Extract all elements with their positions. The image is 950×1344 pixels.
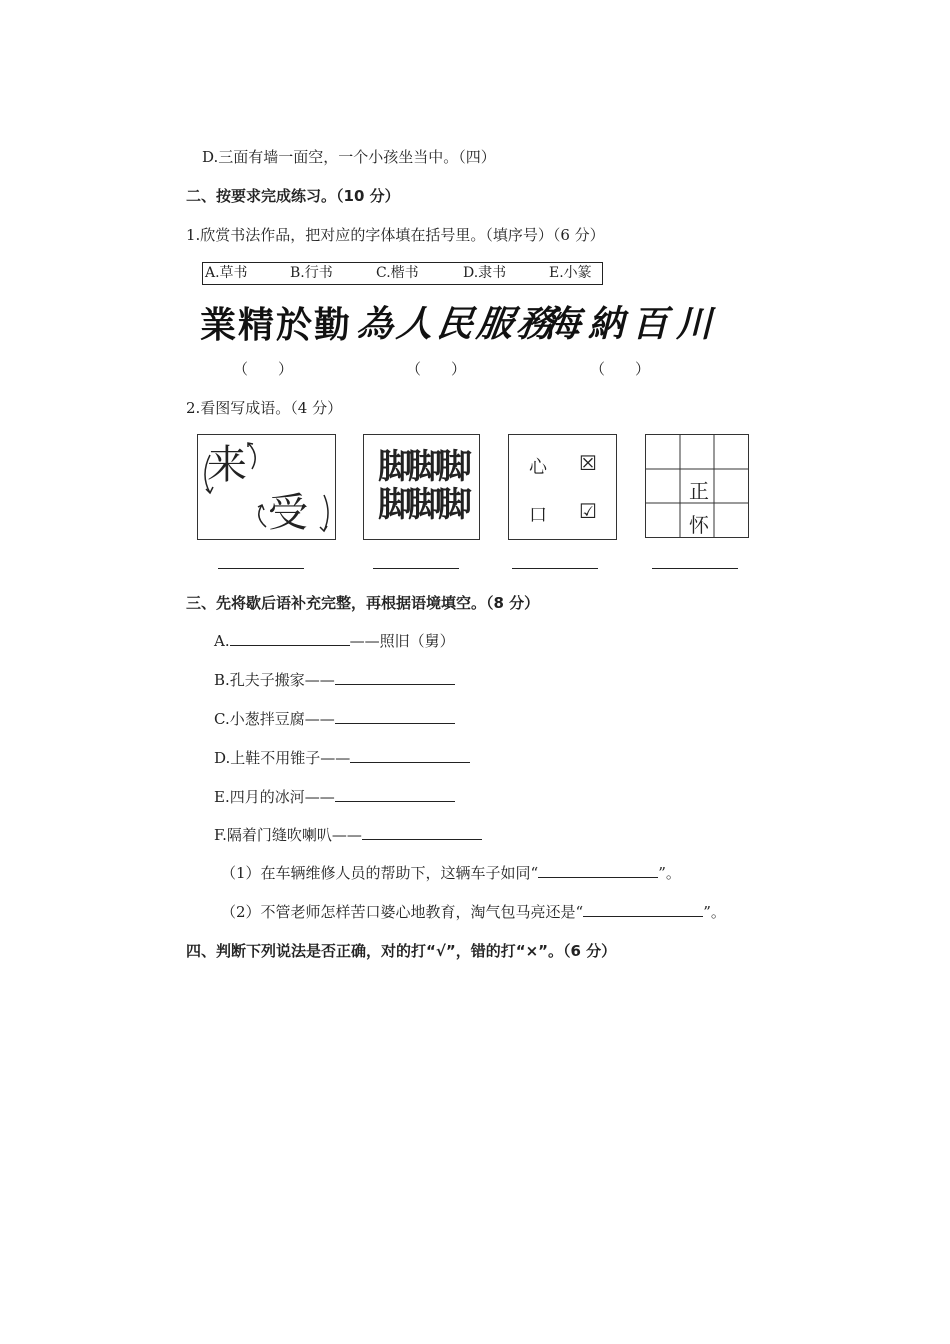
check-box-icon: ☑ xyxy=(579,499,597,523)
context-2-prefix: （2）不管老师怎样苦口婆心地教育，淘气包马亮还是“ xyxy=(221,903,584,921)
context-1-suffix: ”。 xyxy=(658,864,681,882)
xiehouyu-c-text: C.小葱拌豆腐—— xyxy=(214,710,335,728)
idiom-picture-2 xyxy=(363,434,480,540)
calligraphy-sample-2: 為人民服務 xyxy=(354,304,560,345)
idiom-answer-line-1[interactable] xyxy=(218,568,304,569)
idiom-answer-line-3[interactable] xyxy=(512,568,598,569)
idiom-picture-3 xyxy=(508,434,617,540)
calligraphy-sample-3: 海納百川 xyxy=(544,304,721,345)
idiom-picture-1 xyxy=(197,434,336,540)
xiehouyu-e xyxy=(214,787,455,807)
context-1-prefix: （1）在车辆维修人员的帮助下，这辆车子如同“ xyxy=(221,864,539,882)
section-2-heading: 二、按要求完成练习。（10 分） xyxy=(186,187,400,205)
xiehouyu-a xyxy=(214,631,455,651)
context-1-blank[interactable] xyxy=(538,863,658,878)
context-sentence-1 xyxy=(221,863,681,883)
char-jiao: 脚 xyxy=(438,485,468,525)
idiom-answer-line-4[interactable] xyxy=(652,568,738,569)
x-box-icon: ☒ xyxy=(579,451,597,475)
context-2-blank[interactable] xyxy=(583,902,703,917)
font-option-b: B.行书 xyxy=(290,265,333,281)
answer-paren-2[interactable]: （ ） xyxy=(406,360,467,378)
xiehouyu-b-text: B.孔夫子搬家—— xyxy=(214,671,335,689)
xiehouyu-d xyxy=(214,748,470,768)
answer-paren-1[interactable]: （ ） xyxy=(233,360,294,378)
xiehouyu-b xyxy=(214,670,455,690)
option-d-line: D.三面有墙一面空，一个小孩坐当中。（四） xyxy=(202,148,496,166)
font-option-c: C.楷书 xyxy=(376,265,419,281)
char-jiao: 脚 xyxy=(378,447,408,487)
xiehouyu-d-blank[interactable] xyxy=(350,748,470,763)
xiehouyu-d-text: D.上鞋不用锥子—— xyxy=(214,749,351,767)
char-xin: 心 xyxy=(529,457,547,478)
char-lai: 来 xyxy=(207,442,247,488)
font-option-d: D.隶书 xyxy=(463,265,507,281)
xiehouyu-c-blank[interactable] xyxy=(335,709,455,724)
xiehouyu-e-blank[interactable] xyxy=(335,787,455,802)
calligraphy-sample-1: 業精於勤 xyxy=(200,304,353,346)
context-sentence-2 xyxy=(221,902,726,922)
xiehouyu-a-blank[interactable] xyxy=(230,631,350,646)
question-2: 2.看图写成语。（4 分） xyxy=(186,399,343,417)
font-option-a: A.草书 xyxy=(205,265,248,281)
char-jiao: 脚 xyxy=(378,485,408,525)
idiom-picture-4 xyxy=(645,434,749,538)
answer-paren-3[interactable]: （ ） xyxy=(590,360,651,378)
char-kou: 口 xyxy=(529,505,547,526)
xiehouyu-a-suffix: ——照旧（舅） xyxy=(349,632,455,650)
char-shou: 受 xyxy=(268,490,308,536)
xiehouyu-b-blank[interactable] xyxy=(335,670,455,685)
xiehouyu-f-blank[interactable] xyxy=(362,825,482,840)
context-2-suffix: ”。 xyxy=(703,903,726,921)
char-zheng: 正 xyxy=(689,479,709,503)
xiehouyu-a-prefix: A. xyxy=(214,632,230,650)
section-3-heading: 三、先将歇后语补充完整，再根据语境填空。（8 分） xyxy=(186,594,540,612)
xiehouyu-c xyxy=(214,709,455,729)
char-jiao: 脚 xyxy=(408,485,438,525)
jiao-row-1 xyxy=(378,449,468,485)
font-options-box xyxy=(202,262,603,285)
font-option-e: E.小篆 xyxy=(549,265,592,281)
section-4-heading: 四、判断下列说法是否正确，对的打“√”，错的打“×”。（6 分） xyxy=(186,942,617,960)
xiehouyu-e-text: E.四月的冰河—— xyxy=(214,788,335,806)
char-jiao: 脚 xyxy=(438,447,468,487)
question-1: 1.欣赏书法作品，把对应的字体填在括号里。（填序号）（6 分） xyxy=(186,226,605,244)
arrows-icon xyxy=(198,435,335,539)
jiao-row-2 xyxy=(378,487,468,523)
char-huai: 怀 xyxy=(689,513,709,537)
xiehouyu-f-text: F.隔着门缝吹喇叭—— xyxy=(214,826,362,844)
xiehouyu-f xyxy=(214,825,482,845)
char-jiao: 脚 xyxy=(408,447,438,487)
idiom-answer-line-2[interactable] xyxy=(373,568,459,569)
